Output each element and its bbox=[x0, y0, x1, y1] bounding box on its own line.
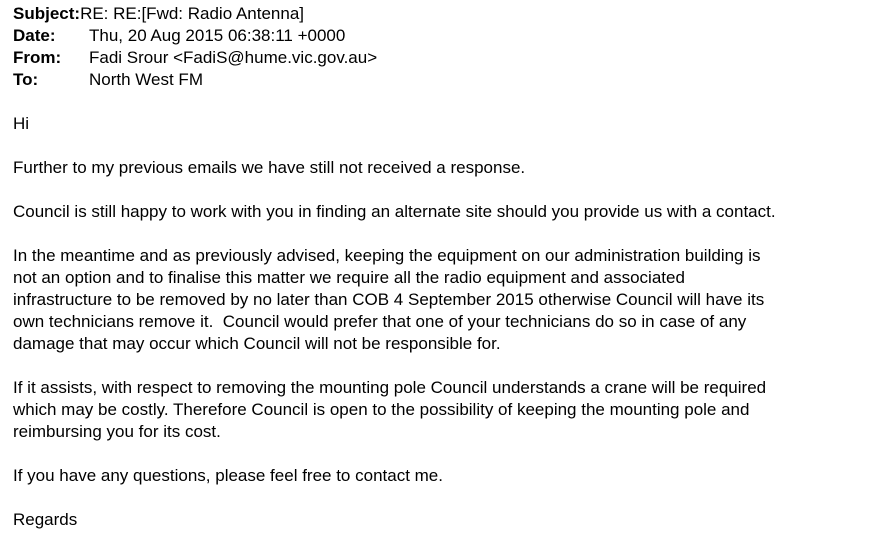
to-label: To: bbox=[13, 70, 39, 89]
email-headers bbox=[13, 3, 873, 91]
to-row bbox=[13, 69, 873, 91]
email-message bbox=[13, 3, 873, 531]
paragraph-3: In the meantime and as previously advised, keeping the equipment on our administration building is not an option and to finalise this matter we require all the radio equipment and associated infrastructure to be removed by no later than COB 4 September 2015 otherwise Council will have its own technicians remove it. Council would prefer that one of your technicians do so in case of any damage that may occur which Council will not be responsible for. bbox=[13, 246, 765, 353]
subject-value: RE: RE:[Fwd: Radio Antenna] bbox=[80, 4, 305, 23]
date-value: Thu, 20 Aug 2015 06:38:11 +0000 bbox=[89, 26, 346, 45]
from-value: Fadi Srour <FadiS@hume.vic.gov.au> bbox=[89, 48, 378, 67]
date-row bbox=[13, 25, 873, 47]
subject-row bbox=[13, 3, 873, 25]
paragraph-5: If you have any questions, please feel free to contact me. bbox=[13, 466, 443, 485]
paragraph-4: If it assists, with respect to removing the mounting pole Council understands a crane will be required which may be costly. Therefore Council is open to the possibility of keeping the mounting pole and reimbursing you for its cost. bbox=[13, 378, 767, 441]
greeting: Hi bbox=[13, 114, 30, 133]
to-value: North West FM bbox=[89, 70, 203, 89]
from-row bbox=[13, 47, 873, 69]
from-label: From: bbox=[13, 48, 62, 67]
paragraph-2: Council is still happy to work with you in finding an alternate site should you provide us with a contact. bbox=[13, 202, 776, 221]
subject-label: Subject: bbox=[13, 4, 81, 23]
paragraph-1: Further to my previous emails we have still not received a response. bbox=[13, 158, 526, 177]
closing: Regards bbox=[13, 510, 78, 529]
email-body bbox=[13, 113, 873, 531]
date-label: Date: bbox=[13, 26, 56, 45]
